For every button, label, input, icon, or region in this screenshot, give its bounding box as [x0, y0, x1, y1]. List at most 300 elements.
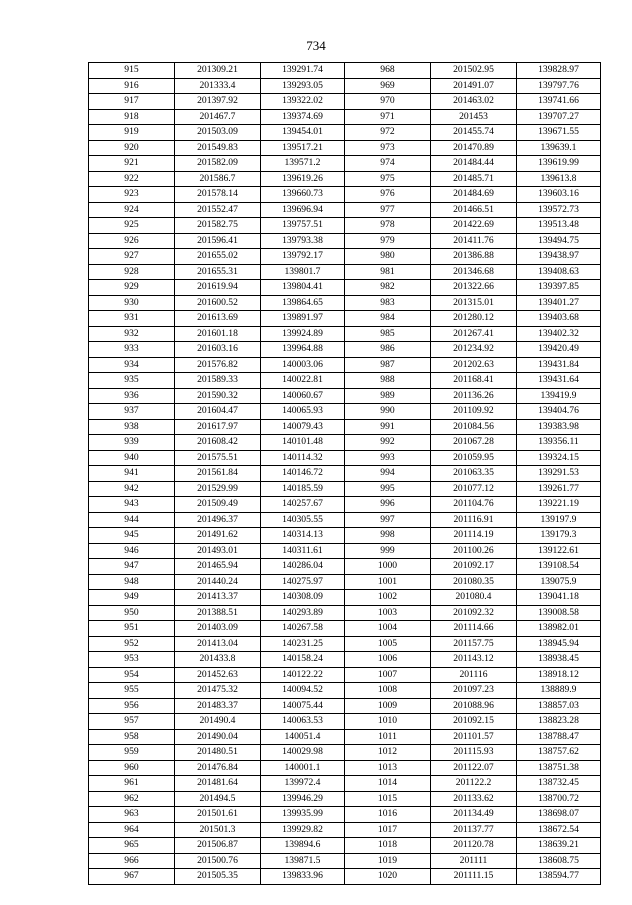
table-row	[89, 373, 601, 389]
point-number-cell: 958	[89, 729, 175, 745]
x-coordinate-cell: 201481.64	[175, 776, 261, 792]
x-coordinate-cell: 201501.3	[175, 822, 261, 838]
x-coordinate-cell: 201267.41	[431, 326, 517, 342]
x-coordinate-cell: 201388.51	[175, 605, 261, 621]
x-coordinate-cell: 201080.35	[431, 574, 517, 590]
point-number-cell: 1020	[345, 869, 431, 885]
y-coordinate-cell: 139008.58	[517, 605, 601, 621]
y-coordinate-cell: 138639.21	[517, 838, 601, 854]
point-number-cell: 981	[345, 264, 431, 280]
y-coordinate-cell: 140293.89	[261, 605, 345, 621]
x-coordinate-cell: 201491.62	[175, 528, 261, 544]
x-coordinate-cell: 201467.7	[175, 109, 261, 125]
point-number-cell: 980	[345, 249, 431, 265]
table-row	[89, 156, 601, 172]
table-row	[89, 652, 601, 668]
point-number-cell: 931	[89, 311, 175, 327]
x-coordinate-cell: 201234.92	[431, 342, 517, 358]
y-coordinate-cell: 138889.9	[517, 683, 601, 699]
point-number-cell: 976	[345, 187, 431, 203]
y-coordinate-cell: 138982.01	[517, 621, 601, 637]
point-number-cell: 1019	[345, 853, 431, 869]
x-coordinate-cell: 201509.49	[175, 497, 261, 513]
page-number: 734	[306, 38, 326, 53]
table-row	[89, 574, 601, 590]
x-coordinate-cell: 201309.21	[175, 63, 261, 79]
point-number-cell: 972	[345, 125, 431, 141]
point-number-cell: 930	[89, 295, 175, 311]
y-coordinate-cell: 140029.98	[261, 745, 345, 761]
point-number-cell: 1010	[345, 714, 431, 730]
x-coordinate-cell: 201346.68	[431, 264, 517, 280]
x-coordinate-cell: 201452.63	[175, 667, 261, 683]
point-number-cell: 996	[345, 497, 431, 513]
point-number-cell: 1018	[345, 838, 431, 854]
point-number-cell: 924	[89, 202, 175, 218]
x-coordinate-cell: 201484.44	[431, 156, 517, 172]
y-coordinate-cell: 139431.84	[517, 357, 601, 373]
y-coordinate-cell: 139122.61	[517, 543, 601, 559]
table-row	[89, 512, 601, 528]
point-number-cell: 956	[89, 698, 175, 714]
point-number-cell: 921	[89, 156, 175, 172]
coordinates-table	[88, 62, 601, 885]
x-coordinate-cell: 201080.4	[431, 590, 517, 606]
y-coordinate-cell: 138700.72	[517, 791, 601, 807]
x-coordinate-cell: 201503.09	[175, 125, 261, 141]
y-coordinate-cell: 139603.16	[517, 187, 601, 203]
y-coordinate-cell: 138945.94	[517, 636, 601, 652]
point-number-cell: 1016	[345, 807, 431, 823]
x-coordinate-cell: 201529.99	[175, 481, 261, 497]
point-number-cell: 962	[89, 791, 175, 807]
point-number-cell: 1013	[345, 760, 431, 776]
x-coordinate-cell: 201655.31	[175, 264, 261, 280]
x-coordinate-cell: 201413.37	[175, 590, 261, 606]
x-coordinate-cell: 201101.57	[431, 729, 517, 745]
point-number-cell: 952	[89, 636, 175, 652]
x-coordinate-cell: 201601.18	[175, 326, 261, 342]
y-coordinate-cell: 139261.77	[517, 481, 601, 497]
x-coordinate-cell: 201608.42	[175, 435, 261, 451]
point-number-cell: 999	[345, 543, 431, 559]
y-coordinate-cell: 140314.13	[261, 528, 345, 544]
y-coordinate-cell: 139946.29	[261, 791, 345, 807]
x-coordinate-cell: 201500.76	[175, 853, 261, 869]
table-row	[89, 807, 601, 823]
x-coordinate-cell: 201111.15	[431, 869, 517, 885]
y-coordinate-cell: 140311.61	[261, 543, 345, 559]
y-coordinate-cell: 139828.97	[517, 63, 601, 79]
y-coordinate-cell: 139793.38	[261, 233, 345, 249]
table-row	[89, 559, 601, 575]
table-row	[89, 140, 601, 156]
point-number-cell: 995	[345, 481, 431, 497]
x-coordinate-cell: 201440.24	[175, 574, 261, 590]
point-number-cell: 933	[89, 342, 175, 358]
y-coordinate-cell: 139408.63	[517, 264, 601, 280]
point-number-cell: 1005	[345, 636, 431, 652]
table-row	[89, 683, 601, 699]
y-coordinate-cell: 139402.32	[517, 326, 601, 342]
point-number-cell: 993	[345, 450, 431, 466]
table-row	[89, 466, 601, 482]
y-coordinate-cell: 138757.62	[517, 745, 601, 761]
table-row	[89, 357, 601, 373]
table-row	[89, 528, 601, 544]
x-coordinate-cell: 201097.23	[431, 683, 517, 699]
x-coordinate-cell: 201483.37	[175, 698, 261, 714]
y-coordinate-cell: 139431.64	[517, 373, 601, 389]
y-coordinate-cell: 140101.48	[261, 435, 345, 451]
y-coordinate-cell: 140122.22	[261, 667, 345, 683]
x-coordinate-cell: 201413.04	[175, 636, 261, 652]
y-coordinate-cell: 140060.67	[261, 388, 345, 404]
point-number-cell: 1011	[345, 729, 431, 745]
point-number-cell: 977	[345, 202, 431, 218]
x-coordinate-cell: 201386.88	[431, 249, 517, 265]
x-coordinate-cell: 201136.26	[431, 388, 517, 404]
x-coordinate-cell: 201322.66	[431, 280, 517, 296]
x-coordinate-cell: 201490.4	[175, 714, 261, 730]
y-coordinate-cell: 139671.55	[517, 125, 601, 141]
table-row	[89, 249, 601, 265]
table-row	[89, 543, 601, 559]
point-number-cell: 990	[345, 404, 431, 420]
x-coordinate-cell: 201059.95	[431, 450, 517, 466]
y-coordinate-cell: 139891.97	[261, 311, 345, 327]
y-coordinate-cell: 140231.25	[261, 636, 345, 652]
y-coordinate-cell: 139324.15	[517, 450, 601, 466]
point-number-cell: 938	[89, 419, 175, 435]
point-number-cell: 968	[345, 63, 431, 79]
y-coordinate-cell: 139792.17	[261, 249, 345, 265]
x-coordinate-cell: 201549.83	[175, 140, 261, 156]
x-coordinate-cell: 201133.62	[431, 791, 517, 807]
y-coordinate-cell: 139291.53	[517, 466, 601, 482]
point-number-cell: 950	[89, 605, 175, 621]
x-coordinate-cell: 201280.12	[431, 311, 517, 327]
x-coordinate-cell: 201490.04	[175, 729, 261, 745]
point-number-cell: 944	[89, 512, 175, 528]
y-coordinate-cell: 140305.55	[261, 512, 345, 528]
point-number-cell: 1008	[345, 683, 431, 699]
y-coordinate-cell: 140257.67	[261, 497, 345, 513]
point-number-cell: 954	[89, 667, 175, 683]
point-number-cell: 937	[89, 404, 175, 420]
point-number-cell: 973	[345, 140, 431, 156]
table-row	[89, 280, 601, 296]
x-coordinate-cell: 201582.09	[175, 156, 261, 172]
y-coordinate-cell: 139356.11	[517, 435, 601, 451]
x-coordinate-cell: 201120.78	[431, 838, 517, 854]
x-coordinate-cell: 201202.63	[431, 357, 517, 373]
y-coordinate-cell: 139438.97	[517, 249, 601, 265]
x-coordinate-cell: 201613.69	[175, 311, 261, 327]
x-coordinate-cell: 201496.37	[175, 512, 261, 528]
y-coordinate-cell: 139929.82	[261, 822, 345, 838]
x-coordinate-cell: 201433.8	[175, 652, 261, 668]
table-row	[89, 636, 601, 652]
point-number-cell: 959	[89, 745, 175, 761]
x-coordinate-cell: 201122.07	[431, 760, 517, 776]
x-coordinate-cell: 201134.49	[431, 807, 517, 823]
x-coordinate-cell: 201619.94	[175, 280, 261, 296]
x-coordinate-cell: 201604.47	[175, 404, 261, 420]
point-number-cell: 935	[89, 373, 175, 389]
y-coordinate-cell: 138938.45	[517, 652, 601, 668]
table-row	[89, 233, 601, 249]
x-coordinate-cell: 201596.41	[175, 233, 261, 249]
point-number-cell: 946	[89, 543, 175, 559]
point-number-cell: 949	[89, 590, 175, 606]
point-number-cell: 922	[89, 171, 175, 187]
point-number-cell: 970	[345, 94, 431, 110]
point-number-cell: 936	[89, 388, 175, 404]
table-row	[89, 714, 601, 730]
x-coordinate-cell: 201137.77	[431, 822, 517, 838]
y-coordinate-cell: 139757.51	[261, 218, 345, 234]
x-coordinate-cell: 201494.5	[175, 791, 261, 807]
point-number-cell: 974	[345, 156, 431, 172]
y-coordinate-cell: 139420.49	[517, 342, 601, 358]
y-coordinate-cell: 139108.54	[517, 559, 601, 575]
point-number-cell: 957	[89, 714, 175, 730]
table-row	[89, 326, 601, 342]
x-coordinate-cell: 201576.82	[175, 357, 261, 373]
table-row	[89, 94, 601, 110]
point-number-cell: 966	[89, 853, 175, 869]
y-coordinate-cell: 139572.73	[517, 202, 601, 218]
point-number-cell: 948	[89, 574, 175, 590]
point-number-cell: 992	[345, 435, 431, 451]
point-number-cell: 1017	[345, 822, 431, 838]
x-coordinate-cell: 201114.19	[431, 528, 517, 544]
y-coordinate-cell: 139613.8	[517, 171, 601, 187]
y-coordinate-cell: 139801.7	[261, 264, 345, 280]
point-number-cell: 918	[89, 109, 175, 125]
point-number-cell: 947	[89, 559, 175, 575]
x-coordinate-cell: 201589.33	[175, 373, 261, 389]
point-number-cell: 932	[89, 326, 175, 342]
x-coordinate-cell: 201506.87	[175, 838, 261, 854]
y-coordinate-cell: 139291.74	[261, 63, 345, 79]
table-row	[89, 745, 601, 761]
y-coordinate-cell: 139293.05	[261, 78, 345, 94]
table-row	[89, 295, 601, 311]
y-coordinate-cell: 139517.21	[261, 140, 345, 156]
point-number-cell: 1006	[345, 652, 431, 668]
x-coordinate-cell: 201493.01	[175, 543, 261, 559]
x-coordinate-cell: 201453	[431, 109, 517, 125]
point-number-cell: 971	[345, 109, 431, 125]
y-coordinate-cell: 140308.09	[261, 590, 345, 606]
point-number-cell: 965	[89, 838, 175, 854]
y-coordinate-cell: 139454.01	[261, 125, 345, 141]
table-row	[89, 667, 601, 683]
x-coordinate-cell: 201397.92	[175, 94, 261, 110]
y-coordinate-cell: 140114.32	[261, 450, 345, 466]
x-coordinate-cell: 201476.84	[175, 760, 261, 776]
y-coordinate-cell: 139660.73	[261, 187, 345, 203]
x-coordinate-cell: 201655.02	[175, 249, 261, 265]
x-coordinate-cell: 201465.94	[175, 559, 261, 575]
point-number-cell: 978	[345, 218, 431, 234]
table-row	[89, 605, 601, 621]
point-number-cell: 928	[89, 264, 175, 280]
point-number-cell: 1015	[345, 791, 431, 807]
x-coordinate-cell: 201561.84	[175, 466, 261, 482]
y-coordinate-cell: 140094.52	[261, 683, 345, 699]
table-row	[89, 311, 601, 327]
y-coordinate-cell: 138608.75	[517, 853, 601, 869]
x-coordinate-cell: 201109.92	[431, 404, 517, 420]
y-coordinate-cell: 138672.54	[517, 822, 601, 838]
y-coordinate-cell: 139513.48	[517, 218, 601, 234]
table-row	[89, 435, 601, 451]
point-number-cell: 984	[345, 311, 431, 327]
point-number-cell: 987	[345, 357, 431, 373]
x-coordinate-cell: 201088.96	[431, 698, 517, 714]
point-number-cell: 917	[89, 94, 175, 110]
x-coordinate-cell: 201333.4	[175, 78, 261, 94]
point-number-cell: 969	[345, 78, 431, 94]
point-number-cell: 1004	[345, 621, 431, 637]
y-coordinate-cell: 139804.41	[261, 280, 345, 296]
y-coordinate-cell: 139041.18	[517, 590, 601, 606]
y-coordinate-cell: 138698.07	[517, 807, 601, 823]
x-coordinate-cell: 201157.75	[431, 636, 517, 652]
x-coordinate-cell: 201552.47	[175, 202, 261, 218]
point-number-cell: 985	[345, 326, 431, 342]
table-row	[89, 419, 601, 435]
x-coordinate-cell: 201122.2	[431, 776, 517, 792]
y-coordinate-cell: 139935.99	[261, 807, 345, 823]
x-coordinate-cell: 201505.35	[175, 869, 261, 885]
table-row	[89, 791, 601, 807]
table-row	[89, 497, 601, 513]
point-number-cell: 960	[89, 760, 175, 776]
table-row	[89, 853, 601, 869]
point-number-cell: 1012	[345, 745, 431, 761]
y-coordinate-cell: 140079.43	[261, 419, 345, 435]
table-row	[89, 869, 601, 885]
y-coordinate-cell: 138788.47	[517, 729, 601, 745]
point-number-cell: 975	[345, 171, 431, 187]
x-coordinate-cell: 201586.7	[175, 171, 261, 187]
x-coordinate-cell: 201603.16	[175, 342, 261, 358]
table-row	[89, 187, 601, 203]
point-number-cell: 963	[89, 807, 175, 823]
point-number-cell: 919	[89, 125, 175, 141]
x-coordinate-cell: 201582.75	[175, 218, 261, 234]
y-coordinate-cell: 139403.68	[517, 311, 601, 327]
point-number-cell: 994	[345, 466, 431, 482]
y-coordinate-cell: 140001.1	[261, 760, 345, 776]
point-number-cell: 926	[89, 233, 175, 249]
point-number-cell: 961	[89, 776, 175, 792]
y-coordinate-cell: 140003.06	[261, 357, 345, 373]
point-number-cell: 983	[345, 295, 431, 311]
table-row	[89, 838, 601, 854]
x-coordinate-cell: 201116	[431, 667, 517, 683]
x-coordinate-cell: 201501.61	[175, 807, 261, 823]
point-number-cell: 951	[89, 621, 175, 637]
point-number-cell: 915	[89, 63, 175, 79]
point-number-cell: 989	[345, 388, 431, 404]
table-row	[89, 776, 601, 792]
y-coordinate-cell: 140185.59	[261, 481, 345, 497]
table-row	[89, 760, 601, 776]
y-coordinate-cell: 139864.65	[261, 295, 345, 311]
point-number-cell: 925	[89, 218, 175, 234]
table-row	[89, 171, 601, 187]
x-coordinate-cell: 201092.32	[431, 605, 517, 621]
point-number-cell: 979	[345, 233, 431, 249]
point-number-cell: 1001	[345, 574, 431, 590]
point-number-cell: 991	[345, 419, 431, 435]
x-coordinate-cell: 201485.71	[431, 171, 517, 187]
y-coordinate-cell: 139419.9	[517, 388, 601, 404]
point-number-cell: 916	[89, 78, 175, 94]
x-coordinate-cell: 201463.02	[431, 94, 517, 110]
y-coordinate-cell: 139221.19	[517, 497, 601, 513]
point-number-cell: 920	[89, 140, 175, 156]
y-coordinate-cell: 140022.81	[261, 373, 345, 389]
y-coordinate-cell: 140051.4	[261, 729, 345, 745]
table-row	[89, 218, 601, 234]
point-number-cell: 986	[345, 342, 431, 358]
x-coordinate-cell: 201111	[431, 853, 517, 869]
point-number-cell: 1007	[345, 667, 431, 683]
y-coordinate-cell: 140075.44	[261, 698, 345, 714]
point-number-cell: 997	[345, 512, 431, 528]
x-coordinate-cell: 201575.51	[175, 450, 261, 466]
y-coordinate-cell: 138594.77	[517, 869, 601, 885]
y-coordinate-cell: 140267.58	[261, 621, 345, 637]
y-coordinate-cell: 138751.38	[517, 760, 601, 776]
point-number-cell: 942	[89, 481, 175, 497]
x-coordinate-cell: 201600.52	[175, 295, 261, 311]
y-coordinate-cell: 138823.28	[517, 714, 601, 730]
point-number-cell: 927	[89, 249, 175, 265]
y-coordinate-cell: 140065.93	[261, 404, 345, 420]
x-coordinate-cell: 201578.14	[175, 187, 261, 203]
y-coordinate-cell: 138918.12	[517, 667, 601, 683]
point-number-cell: 988	[345, 373, 431, 389]
y-coordinate-cell: 139401.27	[517, 295, 601, 311]
x-coordinate-cell: 201092.17	[431, 559, 517, 575]
x-coordinate-cell: 201104.76	[431, 497, 517, 513]
table-row	[89, 388, 601, 404]
y-coordinate-cell: 139797.76	[517, 78, 601, 94]
y-coordinate-cell: 140275.97	[261, 574, 345, 590]
table-row	[89, 481, 601, 497]
x-coordinate-cell: 201092.15	[431, 714, 517, 730]
y-coordinate-cell: 139197.9	[517, 512, 601, 528]
x-coordinate-cell: 201100.26	[431, 543, 517, 559]
y-coordinate-cell: 139833.96	[261, 869, 345, 885]
x-coordinate-cell: 201466.51	[431, 202, 517, 218]
y-coordinate-cell: 139639.1	[517, 140, 601, 156]
point-number-cell: 923	[89, 187, 175, 203]
point-number-cell: 1003	[345, 605, 431, 621]
y-coordinate-cell: 139871.5	[261, 853, 345, 869]
table-row	[89, 78, 601, 94]
y-coordinate-cell: 140063.53	[261, 714, 345, 730]
y-coordinate-cell: 140286.04	[261, 559, 345, 575]
x-coordinate-cell: 201114.66	[431, 621, 517, 637]
